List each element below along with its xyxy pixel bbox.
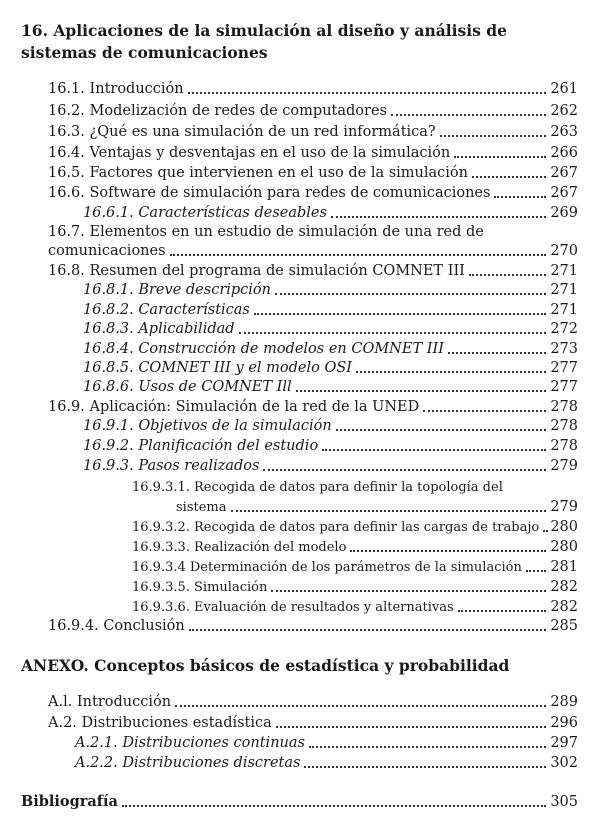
toc-page-number: 277 [550, 379, 578, 395]
toc-entry [83, 377, 578, 397]
toc-entry [132, 577, 578, 597]
toc-entry [48, 122, 578, 142]
toc-page-number: 266 [550, 145, 578, 161]
leader-dots [231, 509, 547, 512]
toc-entry [48, 101, 578, 121]
toc-page-number: 271 [550, 263, 578, 279]
toc-entry-label: 16.8.2. Características [83, 302, 250, 318]
toc-entry [75, 753, 578, 773]
toc-entry-label: 16.8. Resumen del programa de simulación COMNET III [48, 263, 465, 279]
toc-entry-label: 16.2. Modelización de redes de computadores [48, 103, 387, 119]
toc-page-number: 272 [550, 321, 578, 337]
leader-dots [543, 529, 546, 532]
toc-entry-label: 16.6.1. Características deseables [83, 205, 327, 221]
toc-entry [83, 456, 578, 476]
toc-entry [83, 319, 578, 339]
toc-entry [132, 557, 578, 577]
toc-entry-label: 16.9.2. Planificación del estudio [83, 438, 319, 454]
toc-page-number: 263 [550, 124, 578, 140]
leader-dots [448, 351, 546, 354]
toc-entry-label: 16.8.3. Aplicabilidad [83, 321, 235, 337]
toc-entry [48, 397, 578, 417]
leader-dots [304, 765, 546, 768]
toc-entry [83, 358, 578, 378]
toc-entry-label: 16.9.1. Objetivos de la simulación [83, 418, 332, 434]
toc-entry-label: 16.1. Introducción [48, 81, 184, 97]
toc-entry [83, 300, 578, 320]
toc-page-number: 271 [550, 282, 578, 298]
toc-entry-label: 16.9.3.5. Simulación [132, 580, 268, 595]
toc-entry [48, 713, 578, 733]
leader-dots [296, 389, 547, 392]
leader-dots [494, 195, 546, 198]
leader-dots [423, 409, 546, 412]
leader-dots [469, 273, 546, 276]
toc-page-number: 262 [550, 103, 578, 119]
leader-dots [275, 292, 546, 295]
toc-entry-label: 16.9.3. Pasos realizados [83, 458, 260, 474]
toc-page-number: 261 [550, 81, 578, 97]
toc-entry-label: 16.8.6. Usos de COMNET Ill [83, 379, 292, 395]
leader-dots [239, 331, 547, 334]
toc-page-number: 279 [550, 499, 578, 515]
toc-entry [48, 241, 578, 261]
toc-entry [132, 597, 578, 617]
toc-page-number: 296 [550, 715, 578, 731]
toc-entry [48, 616, 578, 636]
toc-entry-label: 16.9.3.2. Recogida de datos para definir las cargas de trabajo [132, 520, 540, 535]
toc-entry-label-line1: 16.7. Elementos en un estudio de simulación de una red de [48, 224, 484, 240]
toc-entry [48, 143, 578, 163]
toc-entry [83, 436, 578, 456]
toc-page-number: 282 [550, 579, 578, 595]
toc-entry [83, 416, 578, 436]
leader-dots [350, 549, 546, 552]
toc-page-number: 302 [550, 755, 578, 771]
leader-dots [271, 589, 546, 592]
leader-dots [472, 175, 546, 178]
leader-dots [322, 448, 546, 451]
leader-dots [254, 312, 546, 315]
toc-entry-label-line2: sistema [176, 500, 227, 515]
toc-entry [83, 280, 578, 300]
toc-page-number: 297 [550, 735, 578, 751]
toc-page-number: 278 [550, 418, 578, 434]
toc-entry [75, 733, 578, 753]
toc-page-number: 267 [550, 185, 578, 201]
toc-entry [48, 163, 578, 183]
toc-entry [48, 183, 578, 203]
bibliography-label: Bibliografía [21, 793, 118, 810]
toc-page-number: 267 [550, 165, 578, 181]
toc-entry [83, 339, 578, 359]
toc-entry-label: A.l. Introducción [48, 694, 172, 710]
toc-page-number: 280 [550, 519, 578, 535]
toc-page-number: 277 [550, 360, 578, 376]
toc-page-number: 270 [550, 243, 578, 259]
leader-dots [175, 704, 546, 707]
toc-entry-label: 16.4. Ventajas y desventajas en el uso de la simulación [48, 145, 451, 161]
chapter-heading: 16. Aplicaciones de la simulación al diseño y análisis de sistemas de comunicaciones [21, 21, 507, 62]
toc-entry-label: 16.6. Software de simulación para redes de comunicaciones [48, 185, 491, 201]
toc-entry-label: 16.8.4. Construcción de modelos en COMNET III [83, 341, 444, 357]
leader-dots [356, 370, 546, 373]
toc-entry-label: 16.3. ¿Qué es una simulación de un red informática? [48, 124, 436, 140]
toc-entry [176, 497, 578, 517]
toc-entry-bibliography [21, 792, 578, 812]
toc-entry [48, 79, 578, 99]
leader-dots [170, 253, 547, 256]
toc-entry [48, 261, 578, 281]
toc-entry [132, 517, 578, 537]
toc-entry-label: 16.8.1. Breve descripción [83, 282, 271, 298]
toc-entry-label: A.2.2. Distribuciones discretas [75, 755, 301, 771]
leader-dots [188, 91, 547, 94]
toc-entry-label: 16.9.3.4 Determinación de los parámetros de la simulación [132, 560, 522, 575]
toc-entry-label: 16.9. Aplicación: Simulación de la red de la UNED [48, 399, 420, 415]
toc-page-number: 278 [550, 399, 578, 415]
toc-page-number: 279 [550, 458, 578, 474]
toc-entry-label: 16.9.3.3. Realización del modelo [132, 540, 347, 555]
toc-entry-label: 16.9.4. Conclusión [48, 618, 185, 634]
leader-dots [391, 113, 546, 116]
toc-page-number: 280 [550, 539, 578, 555]
toc-page-number: 282 [550, 599, 578, 615]
leader-dots [458, 609, 547, 612]
leader-dots [276, 725, 547, 728]
toc-entry [132, 537, 578, 557]
toc-page-number: 289 [550, 694, 578, 710]
leader-dots [526, 569, 546, 572]
leader-dots [122, 804, 546, 807]
toc-entry-label: 16.8.5. COMNET III y el modelo OSI [83, 360, 353, 376]
leader-dots [336, 428, 547, 431]
toc-page-number: 271 [550, 302, 578, 318]
toc-entry-label: A.2.1. Distribuciones continuas [75, 735, 305, 751]
leader-dots [309, 745, 546, 748]
toc-page-number: 273 [550, 341, 578, 357]
toc-entry-label-line1: 16.9.3.1. Recogida de datos para definir la topología del [132, 480, 503, 495]
toc-entry-label: 16.9.3.6. Evaluación de resultados y alternativas [132, 600, 454, 615]
toc-page-number: 305 [550, 794, 578, 810]
toc-page-number: 278 [550, 438, 578, 454]
toc-entry [48, 692, 578, 712]
toc-entry-label: 16.5. Factores que intervienen en el uso de la simulación [48, 165, 468, 181]
leader-dots [440, 134, 547, 137]
leader-dots [189, 628, 547, 631]
toc-entry-label: A.2. Distribuciones estadística [48, 715, 272, 731]
toc-entry [83, 203, 578, 223]
toc-page-number: 281 [550, 559, 578, 575]
toc-page-number: 285 [550, 618, 578, 634]
annex-heading: ANEXO. Conceptos básicos de estadística y probabilidad [21, 656, 510, 675]
toc-entry-label-line2: comunicaciones [48, 243, 166, 259]
leader-dots [331, 215, 546, 218]
toc-page-number: 269 [550, 205, 578, 221]
leader-dots [454, 155, 546, 158]
leader-dots [263, 468, 546, 471]
